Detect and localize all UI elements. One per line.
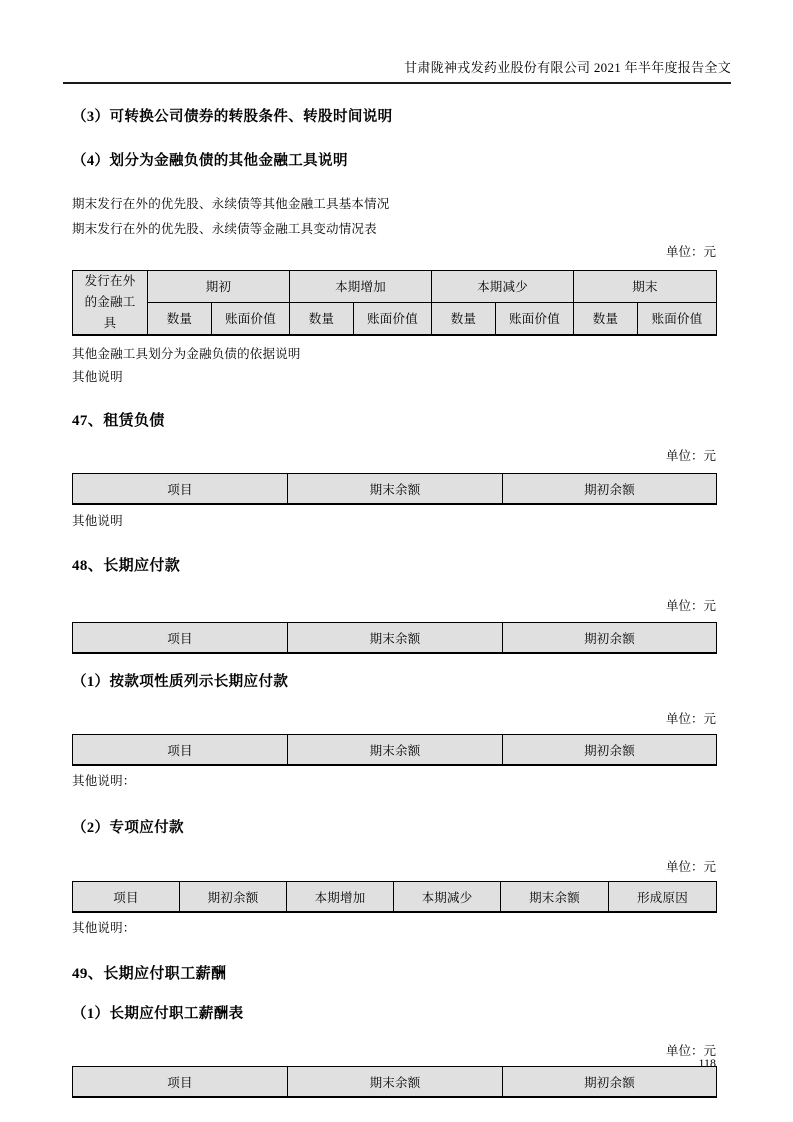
unit-label: 单位：元	[665, 449, 716, 463]
note-classification-basis: 其他金融工具划分为金融负债的依据说明	[72, 347, 301, 361]
table-row	[73, 1067, 717, 1098]
table-row	[73, 302, 717, 335]
col-header-opening-balance: 期初余额	[180, 882, 287, 913]
col-group-decrease: 本期减少	[432, 271, 574, 303]
col-group-increase: 本期增加	[290, 271, 432, 303]
col-header-item: 项目	[73, 623, 288, 654]
col-header-book-value: 账面价值	[496, 302, 574, 335]
page-content	[72, 109, 716, 1098]
heading-lease-liabilities: 47、租赁负债	[72, 413, 165, 429]
unit-label: 单位：元	[665, 599, 716, 613]
col-header-closing-balance: 期末余额	[288, 735, 503, 766]
note-other: 其他说明	[72, 370, 123, 384]
heading-other-financial-instruments: （4）划分为金融负债的其他金融工具说明	[72, 153, 348, 169]
col-header-quantity: 数量	[290, 302, 354, 335]
col-header-quantity: 数量	[148, 302, 212, 335]
special-payables-table	[72, 881, 717, 913]
col-header-decrease: 本期减少	[394, 882, 501, 913]
col-header-outstanding-instruments: 发行在外的金融工具	[73, 271, 148, 336]
long-term-payables-table	[72, 622, 717, 654]
col-header-opening-balance: 期初余额	[503, 735, 717, 766]
doc-header	[63, 0, 731, 84]
para-preferred-shares-changes: 期末发行在外的优先股、永续债等金融工具变动情况表	[72, 222, 377, 236]
table-row	[73, 474, 717, 505]
col-header-opening-balance: 期初余额	[503, 623, 717, 654]
other-financial-instruments-table	[72, 270, 717, 336]
note-other: 其他说明：	[72, 921, 136, 935]
heading-payables-by-nature: （1）按款项性质列示长期应付款	[72, 674, 289, 690]
col-header-item: 项目	[73, 882, 180, 913]
table-row	[73, 271, 717, 303]
note-other: 其他说明：	[72, 774, 136, 788]
col-header-quantity: 数量	[432, 302, 496, 335]
col-header-book-value: 账面价值	[638, 302, 717, 335]
col-header-closing-balance: 期末余额	[501, 882, 609, 913]
col-header-item: 项目	[73, 1067, 288, 1098]
col-header-book-value: 账面价值	[212, 302, 290, 335]
col-header-closing-balance: 期末余额	[288, 623, 503, 654]
col-header-formation-reason: 形成原因	[609, 882, 717, 913]
table-row	[73, 882, 717, 913]
col-header-quantity: 数量	[574, 302, 638, 335]
long-term-employee-compensation-table	[72, 1066, 717, 1098]
note-other: 其他说明	[72, 514, 123, 528]
unit-label: 单位：元	[665, 712, 716, 726]
col-header-increase: 本期增加	[287, 882, 394, 913]
col-group-closing: 期末	[574, 271, 717, 303]
heading-long-term-payables: 48、长期应付款	[72, 558, 181, 574]
table-row	[73, 623, 717, 654]
col-group-opening: 期初	[148, 271, 290, 303]
para-preferred-shares-basic: 期末发行在外的优先股、永续债等其他金融工具基本情况	[72, 197, 390, 211]
col-header-item: 项目	[73, 735, 288, 766]
heading-convertible-bond-terms: （3）可转换公司债券的转股条件、转股时间说明	[72, 109, 393, 125]
col-header-book-value: 账面价值	[354, 302, 432, 335]
page-number: 118	[698, 1056, 716, 1070]
heading-employee-compensation-table: （1）长期应付职工薪酬表	[72, 1006, 244, 1022]
lease-liabilities-table	[72, 473, 717, 505]
header-title: 甘肃陇神戎发药业股份有限公司 2021 年半年度报告全文	[404, 60, 731, 75]
col-header-closing-balance: 期末余额	[288, 1067, 503, 1098]
unit-label: 单位：元	[665, 860, 716, 874]
unit-label: 单位：元	[665, 1044, 716, 1058]
col-header-opening-balance: 期初余额	[503, 1067, 717, 1098]
heading-long-term-employee-compensation: 49、长期应付职工薪酬	[72, 966, 227, 982]
unit-label: 单位：元	[665, 245, 716, 259]
col-header-opening-balance: 期初余额	[503, 474, 717, 505]
table-row	[73, 735, 717, 766]
col-header-closing-balance: 期末余额	[288, 474, 503, 505]
heading-special-payables: （2）专项应付款	[72, 820, 184, 836]
col-header-item: 项目	[73, 474, 288, 505]
payables-by-nature-table	[72, 734, 717, 766]
